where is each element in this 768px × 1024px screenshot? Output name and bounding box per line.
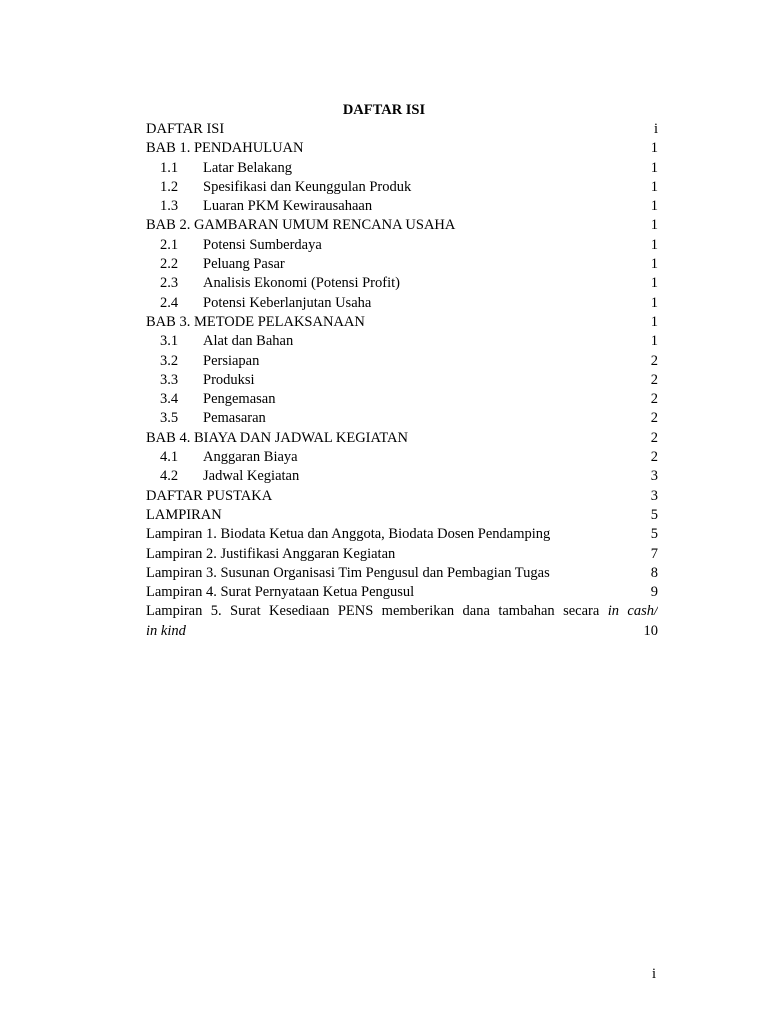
toc-subsection[interactable]	[146, 294, 658, 313]
toc-entry-page: 9	[650, 584, 658, 601]
toc-entry-label: Spesifikasi dan Keunggulan Produk	[203, 178, 412, 195]
toc-entry-number: 3.4	[160, 391, 179, 408]
toc-entry-label: BAB 4. BIAYA DAN JADWAL KEGIATAN	[146, 429, 408, 446]
toc-subsection[interactable]	[146, 178, 658, 197]
toc-entry-number: 3.2	[160, 352, 179, 369]
toc-subsection[interactable]	[146, 390, 658, 409]
toc-subsection[interactable]	[146, 274, 658, 293]
toc-entry-label-italic: in kind	[146, 622, 186, 639]
toc-chapter[interactable]	[146, 506, 658, 525]
toc-entry-page: 1	[650, 198, 658, 215]
toc-entry-page: 1	[650, 236, 658, 253]
toc-entry-label: Produksi	[203, 371, 255, 388]
toc-appendix[interactable]	[146, 583, 658, 602]
toc-entry-page: 2	[650, 352, 658, 369]
toc-entry-number: 2.3	[160, 275, 179, 292]
toc-entry-label: Pengemasan	[203, 391, 276, 408]
toc-entry-page: 1	[650, 217, 658, 234]
toc-entry-page: 8	[650, 564, 658, 581]
toc-entry-label: DAFTAR ISI	[146, 121, 225, 137]
toc-subsection[interactable]	[146, 467, 658, 486]
toc-entry-page: 2	[650, 391, 658, 408]
toc-subsection[interactable]	[146, 236, 658, 255]
toc-entry-label: Lampiran 5. Surat Kesediaan PENS memberikan dana tambahan secara	[146, 603, 600, 620]
toc-entry-label: Potensi Sumberdaya	[203, 236, 322, 253]
toc-entry-page: 1	[650, 294, 658, 311]
toc-entry-number: 1.3	[160, 198, 179, 215]
toc-entry-number: 3.1	[160, 333, 179, 350]
toc-entry-page: 2	[650, 429, 658, 446]
toc-entry-page: i	[653, 121, 658, 137]
toc-entry-label: Persiapan	[203, 352, 260, 369]
toc-entry-label: Lampiran 2. Justifikasi Anggaran Kegiatan	[146, 545, 396, 562]
toc-entry-page: 5	[650, 506, 658, 523]
toc-entry-page: 1	[650, 140, 658, 157]
toc-entry-page: 1	[650, 159, 658, 176]
toc-appendix[interactable]	[146, 564, 658, 583]
toc-entry-label-line2	[146, 622, 658, 641]
toc-entry-number: 2.4	[160, 294, 179, 311]
toc-entry-page: 2	[650, 410, 658, 427]
toc-chapter[interactable]	[146, 216, 658, 235]
toc-entry-label: BAB 2. GAMBARAN UMUM RENCANA USAHA	[146, 217, 456, 234]
toc-subsection[interactable]	[146, 159, 658, 178]
toc-entry-label: LAMPIRAN	[146, 506, 222, 523]
toc-entry-label: Alat dan Bahan	[203, 333, 294, 350]
toc-entry-page: 2	[650, 371, 658, 388]
toc-entry-page: 1	[650, 178, 658, 195]
toc-subsection[interactable]	[146, 448, 658, 467]
toc-subsection[interactable]	[146, 332, 658, 351]
toc-entry-label: BAB 3. METODE PELAKSANAAN	[146, 313, 365, 330]
toc-chapter[interactable]	[146, 139, 658, 158]
toc-entry-page: 10	[643, 622, 658, 639]
toc-appendix[interactable]	[146, 602, 658, 641]
toc-subsection[interactable]	[146, 409, 658, 428]
toc-chapter[interactable]	[146, 487, 658, 506]
toc-entry-number: 3.5	[160, 410, 179, 427]
toc-appendix[interactable]	[146, 545, 658, 564]
toc-entry-label-italic: in cash/	[607, 603, 658, 620]
toc-subsection[interactable]	[146, 352, 658, 371]
toc-entry-label: BAB 1. PENDAHULUAN	[146, 140, 304, 157]
toc-entry[interactable]	[146, 120, 658, 139]
toc-entry-label-line1	[146, 602, 658, 621]
toc-entry-label: Luaran PKM Kewirausahaan	[203, 198, 373, 215]
toc-entry-label: Latar Belakang	[203, 159, 292, 176]
toc-entry-page: 1	[650, 256, 658, 273]
toc-entry-label: Potensi Keberlanjutan Usaha	[203, 294, 372, 311]
toc-appendix[interactable]	[146, 525, 658, 544]
toc-entry-page: 1	[650, 275, 658, 292]
toc-entry-number: 2.1	[160, 236, 179, 253]
toc-subsection[interactable]	[146, 255, 658, 274]
page-number: i	[652, 966, 657, 982]
toc-entry-label: Peluang Pasar	[203, 256, 285, 273]
toc-chapter[interactable]	[146, 313, 658, 332]
toc-entry-number: 1.1	[160, 159, 179, 176]
toc-chapter[interactable]	[146, 429, 658, 448]
toc-entry-label: Jadwal Kegiatan	[203, 468, 300, 485]
toc-entry-page: 1	[650, 333, 658, 350]
toc-entry-label: Lampiran 1. Biodata Ketua dan Anggota, Biodata Dosen Pendamping	[146, 526, 551, 543]
toc-entry-page: 3	[650, 468, 658, 485]
toc-entry-label: Pemasaran	[203, 410, 266, 427]
table-of-contents	[146, 120, 658, 641]
toc-entry-page: 7	[650, 545, 658, 562]
page-title: DAFTAR ISI	[342, 102, 426, 118]
toc-entry-number: 4.1	[160, 449, 179, 466]
toc-entry-number: 2.2	[160, 256, 179, 273]
toc-entry-label: Lampiran 3. Susunan Organisasi Tim Pengusul dan Pembagian Tugas	[146, 564, 550, 581]
toc-entry-label: Anggaran Biaya	[203, 449, 298, 466]
toc-subsection[interactable]	[146, 371, 658, 390]
toc-entry-label: Lampiran 4. Surat Pernyataan Ketua Pengusul	[146, 584, 415, 601]
toc-entry-number: 1.2	[160, 178, 179, 195]
toc-entry-number: 3.3	[160, 371, 179, 388]
toc-entry-page: 1	[650, 313, 658, 330]
toc-subsection[interactable]	[146, 197, 658, 216]
toc-entry-label: Analisis Ekonomi (Potensi Profit)	[203, 275, 400, 292]
toc-entry-number: 4.2	[160, 468, 179, 485]
toc-entry-page: 3	[650, 487, 658, 504]
toc-entry-label: DAFTAR PUSTAKA	[146, 487, 273, 504]
toc-entry-page: 5	[650, 526, 658, 543]
toc-entry-page: 2	[650, 449, 658, 466]
